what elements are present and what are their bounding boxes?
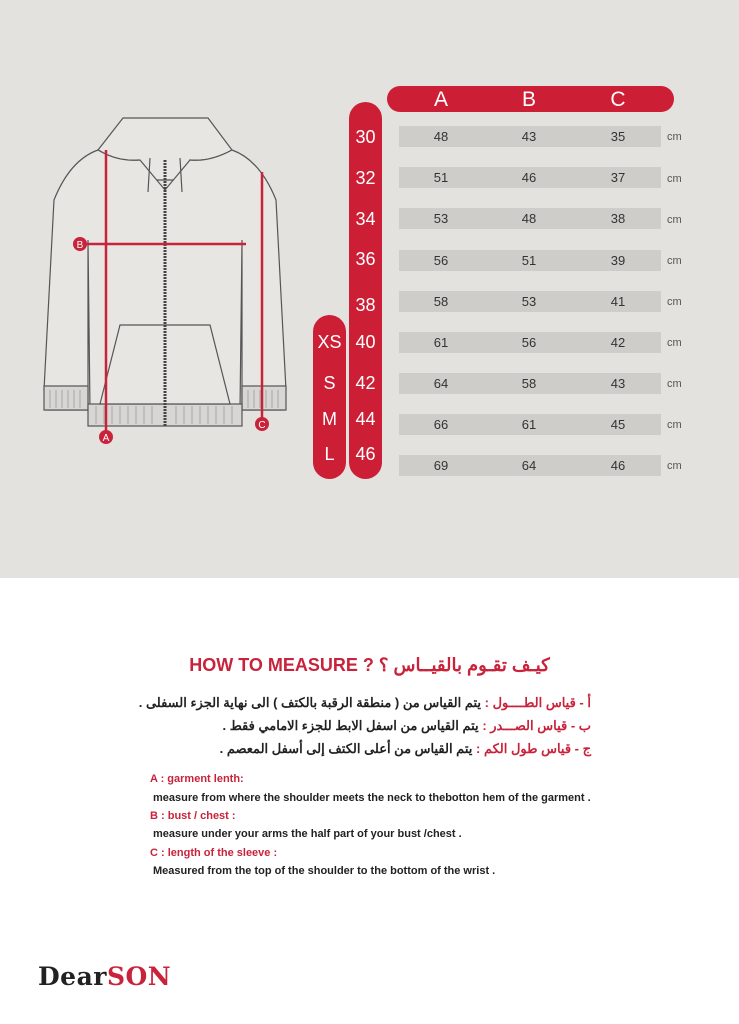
table-row <box>399 291 661 312</box>
cell-c: 39 <box>610 253 626 268</box>
letter-size-column <box>313 315 346 479</box>
cell-c: 42 <box>610 335 626 350</box>
marker-c: C <box>258 420 266 431</box>
cell-b: 43 <box>521 129 537 144</box>
cell-c: 43 <box>610 376 626 391</box>
unit-label: cm <box>667 419 682 431</box>
size-label: 36 <box>355 249 376 269</box>
cell-b: 61 <box>521 417 537 432</box>
brand-logo <box>38 962 171 991</box>
arabic-label-b: ب - قياس الصـــدر : <box>482 718 591 733</box>
column-header <box>387 86 674 112</box>
unit-label: cm <box>667 337 682 349</box>
col-a-header: A <box>433 88 448 111</box>
cell-c: 38 <box>610 211 626 226</box>
cell-c: 41 <box>610 294 626 309</box>
english-text-c: Measured from the top of the shoulder to the bottom of the wrist . <box>153 865 496 877</box>
arabic-instruction-c <box>220 741 591 757</box>
table-row <box>399 167 661 188</box>
unit-label: cm <box>667 296 682 308</box>
arabic-instruction-a <box>139 695 591 711</box>
marker-a: A <box>102 433 110 444</box>
marker-b: B <box>76 240 84 251</box>
table-row <box>399 250 661 271</box>
table-row <box>399 414 661 435</box>
cell-b: 46 <box>521 170 537 185</box>
cell-a: 56 <box>433 253 449 268</box>
english-label-a: A : garment lenth: <box>150 773 244 785</box>
arabic-text-c: يتم القياس من أعلى الكتف إلى أسفل المعصم . <box>219 741 473 756</box>
table-row <box>399 208 661 229</box>
logo-accent: SON <box>106 962 172 991</box>
unit-label: cm <box>667 214 682 226</box>
table-row <box>399 455 661 476</box>
english-label-c: C : length of the sleeve : <box>150 847 278 859</box>
letter-size-label: S <box>323 373 336 393</box>
size-label: 44 <box>355 409 376 429</box>
col-c-header: C <box>610 88 626 111</box>
how-to-measure-title: HOW TO MEASURE ? كيـف تقـوم بالقيــاس ؟ <box>189 655 550 675</box>
size-label: 34 <box>355 209 376 229</box>
size-label: 38 <box>355 295 376 315</box>
cell-b: 58 <box>521 376 537 391</box>
cell-c: 37 <box>610 170 626 185</box>
cell-b: 51 <box>521 253 537 268</box>
arabic-text-b: يتم القياس من اسفل الابط للجزء الامامي فقط . <box>222 718 479 733</box>
english-text-a: measure from where the shoulder meets the neck to thebotton hem of the garment . <box>153 792 591 804</box>
english-text-b: measure under your arms the half part of your bust /chest . <box>153 828 462 840</box>
letter-size-label: L <box>324 444 335 464</box>
table-row <box>399 373 661 394</box>
cell-c: 46 <box>610 458 626 473</box>
size-label: 30 <box>355 127 376 147</box>
col-b-header: B <box>521 88 536 111</box>
numeric-size-column <box>349 102 382 479</box>
size-label: 42 <box>355 373 376 393</box>
cell-a: 64 <box>433 376 449 391</box>
cell-a: 58 <box>433 294 449 309</box>
unit-label: cm <box>667 131 682 143</box>
arabic-label-a: أ - قياس الطــــول : <box>484 695 591 710</box>
cell-a: 66 <box>433 417 449 432</box>
cell-a: 61 <box>433 335 449 350</box>
cell-c: 35 <box>610 129 626 144</box>
table-row <box>399 332 661 353</box>
size-label: 40 <box>355 332 376 352</box>
arabic-instruction-b <box>222 718 591 734</box>
letter-size-label: M <box>322 409 337 429</box>
cell-c: 45 <box>610 417 626 432</box>
cell-a: 51 <box>433 170 449 185</box>
unit-label: cm <box>667 173 682 185</box>
logo-main: Dear <box>38 962 107 991</box>
cell-b: 64 <box>521 458 537 473</box>
unit-label: cm <box>667 255 682 267</box>
unit-label: cm <box>667 378 682 390</box>
cell-b: 56 <box>521 335 537 350</box>
cell-b: 53 <box>521 294 537 309</box>
cell-b: 48 <box>521 211 537 226</box>
cell-a: 48 <box>433 129 449 144</box>
cell-a: 69 <box>433 458 449 473</box>
table-row <box>399 126 661 147</box>
cell-a: 53 <box>433 211 449 226</box>
letter-size-label: XS <box>317 332 342 352</box>
unit-label: cm <box>667 460 682 472</box>
hoodie-diagram <box>40 110 300 455</box>
size-label: 32 <box>355 168 376 188</box>
arabic-text-a: يتم القياس من ( منطقة الرقبة بالكتف ) الى نهاية الجزء السفلى . <box>138 695 482 710</box>
arabic-label-c: ج - قياس طول الكم : <box>476 741 591 756</box>
size-label: 46 <box>355 444 376 464</box>
english-label-b: B : bust / chest : <box>150 810 236 822</box>
